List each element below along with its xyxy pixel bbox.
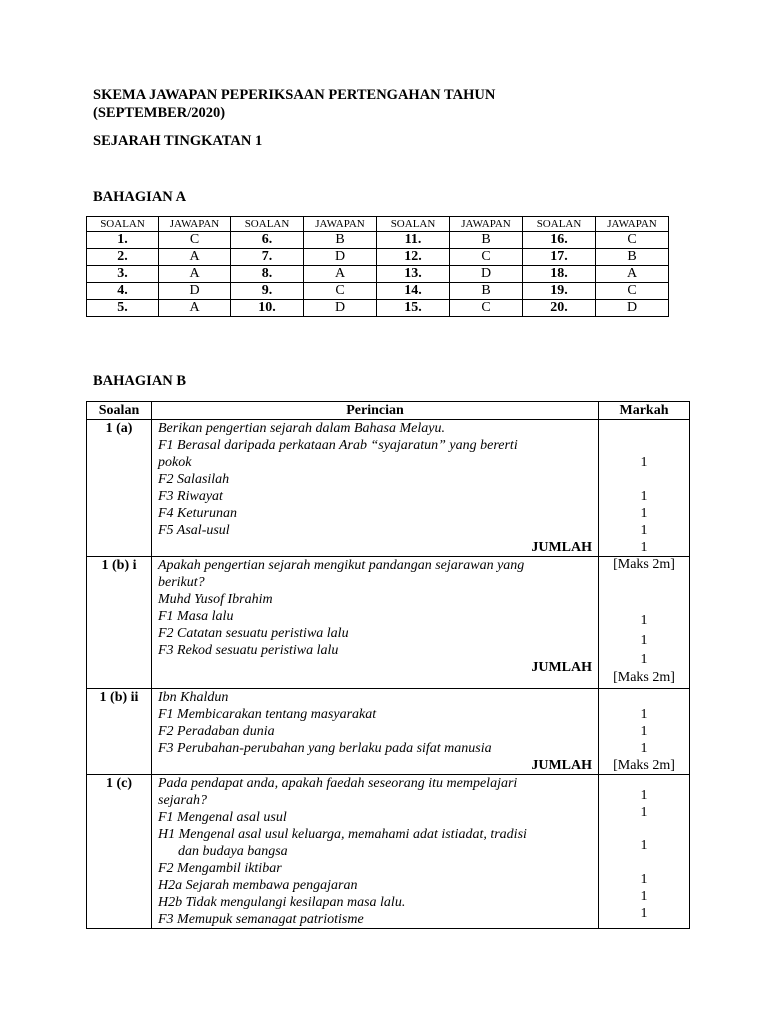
mark-value: 1 [640, 872, 648, 887]
marks-cell [599, 557, 690, 689]
answer-letter: D [304, 300, 377, 317]
col-jawapan-header: JAWAPAN [596, 217, 669, 232]
answer-letter: C [450, 249, 523, 266]
question-number: 6. [231, 232, 304, 249]
answer-point: F3 Riwayat [158, 489, 223, 504]
section-a-answer-table [86, 216, 669, 317]
question-number: 12. [377, 249, 450, 266]
question-text: sejarah? [158, 793, 207, 808]
answer-letter: A [159, 300, 231, 317]
question-number: 19. [523, 283, 596, 300]
question-number: 7. [231, 249, 304, 266]
historian-name: Muhd Yusof Ibrahim [158, 592, 273, 607]
question-number: 2. [87, 249, 159, 266]
answer-point: F2 Catatan sesuatu peristiwa lalu [158, 626, 349, 641]
mark-value: 1 [640, 724, 648, 739]
question-label: 1 (b) ii [87, 689, 152, 775]
max-marks: [Maks 2m] [613, 557, 675, 572]
total-label: JUMLAH [531, 540, 592, 555]
question-number: 4. [87, 283, 159, 300]
col-jawapan-header: JAWAPAN [304, 217, 377, 232]
mark-value: 1 [640, 805, 648, 820]
question-number: 14. [377, 283, 450, 300]
table-row [87, 689, 690, 775]
section-b-header-row [87, 402, 690, 420]
document-title-date: (SEPTEMBER/2020) [93, 105, 226, 121]
question-number: 16. [523, 232, 596, 249]
question-number: 8. [231, 266, 304, 283]
mark-value: 1 [640, 707, 648, 722]
historian-name: Ibn Khaldun [158, 690, 229, 705]
section-a-header-row [87, 217, 669, 232]
answer-letter: D [159, 283, 231, 300]
answer-point: pokok [158, 455, 192, 470]
question-number: 1. [87, 232, 159, 249]
answer-point: F1 Masa lalu [158, 609, 234, 624]
max-marks: [Maks 2m] [613, 758, 675, 773]
section-a-title: BAHAGIAN A [93, 189, 187, 205]
answer-point: F5 Asal-usul [158, 523, 230, 538]
max-marks: [Maks 2m] [613, 670, 675, 685]
answer-letter: B [450, 283, 523, 300]
col-perincian-header: Perincian [152, 402, 599, 420]
document-subject: SEJARAH TINGKATAN 1 [93, 133, 263, 149]
table-row [87, 232, 669, 249]
answer-point: F1 Berasal daripada perkataan Arab “syajaratun” yang bererti [158, 438, 518, 453]
answer-letter: D [304, 249, 377, 266]
table-row [87, 283, 669, 300]
answer-point: F4 Keturunan [158, 506, 237, 521]
question-number: 13. [377, 266, 450, 283]
section-b-title: BAHAGIAN B [93, 373, 187, 389]
question-text: Pada pendapat anda, apakah faedah seseorang itu mempelajari [158, 776, 518, 791]
question-number: 10. [231, 300, 304, 317]
col-markah-header: Markah [599, 402, 690, 420]
col-jawapan-header: JAWAPAN [159, 217, 231, 232]
marks-cell [599, 775, 690, 929]
answer-letter: B [450, 232, 523, 249]
col-soalan-header: Soalan [87, 402, 152, 420]
answer-letter: A [304, 266, 377, 283]
answer-letter: C [596, 232, 669, 249]
section-b-marking-table [86, 401, 690, 929]
answer-point: dan budaya bangsa [178, 844, 288, 859]
marks-cell [599, 689, 690, 775]
question-text: Apakah pengertian sejarah mengikut pandangan sejarawan yang [158, 558, 525, 573]
mark-value: 1 [640, 489, 648, 504]
question-number: 20. [523, 300, 596, 317]
mark-value: 1 [640, 741, 648, 756]
col-soalan-header: SOALAN [87, 217, 159, 232]
answer-letter: B [304, 232, 377, 249]
question-number: 17. [523, 249, 596, 266]
col-soalan-header: SOALAN [377, 217, 450, 232]
answer-point: F1 Mengenal asal usul [158, 810, 287, 825]
question-label: 1 (a) [87, 420, 152, 557]
question-label: 1 (c) [87, 775, 152, 929]
question-details [152, 775, 599, 929]
question-number: 18. [523, 266, 596, 283]
col-soalan-header: SOALAN [523, 217, 596, 232]
question-number: 15. [377, 300, 450, 317]
question-number: 3. [87, 266, 159, 283]
table-row [87, 266, 669, 283]
question-text: Berikan pengertian sejarah dalam Bahasa Melayu. [158, 421, 445, 436]
answer-point: H2b Tidak mengulangi kesilapan masa lalu. [158, 895, 406, 910]
mark-value: 1 [640, 523, 648, 538]
mark-value: 1 [640, 613, 648, 628]
mark-value: 1 [640, 506, 648, 521]
mark-value: 1 [640, 838, 648, 853]
answer-point: F1 Membicarakan tentang masyarakat [158, 707, 377, 722]
answer-letter: D [450, 266, 523, 283]
answer-letter: A [596, 266, 669, 283]
table-row [87, 300, 669, 317]
answer-point: H1 Mengenal asal usul keluarga, memahami adat istiadat, tradisi [158, 827, 527, 842]
document-title: SKEMA JAWAPAN PEPERIKSAAN PERTENGAHAN TAHUN [93, 87, 496, 103]
answer-letter: C [450, 300, 523, 317]
answer-letter: C [304, 283, 377, 300]
question-label: 1 (b) i [87, 557, 152, 689]
table-row [87, 775, 690, 929]
question-details [152, 420, 599, 557]
mark-value: 1 [640, 455, 648, 470]
answer-letter: D [596, 300, 669, 317]
answer-point: F3 Rekod sesuatu peristiwa lalu [158, 643, 339, 658]
question-number: 5. [87, 300, 159, 317]
answer-point: H2a Sejarah membawa pengajaran [158, 878, 358, 893]
mark-value: 1 [640, 540, 648, 555]
question-text: berikut? [158, 575, 205, 590]
question-details [152, 557, 599, 689]
mark-value: 1 [640, 633, 648, 648]
question-number: 9. [231, 283, 304, 300]
answer-letter: C [596, 283, 669, 300]
table-row [87, 420, 690, 557]
answer-letter: A [159, 249, 231, 266]
table-row [87, 557, 690, 689]
answer-point: F3 Memupuk semanagat patriotisme [158, 912, 364, 927]
answer-letter: C [159, 232, 231, 249]
answer-point: F2 Peradaban dunia [158, 724, 275, 739]
answer-point: F2 Salasilah [158, 472, 230, 487]
answer-point: F2 Mengambil iktibar [158, 861, 282, 876]
total-label: JUMLAH [531, 758, 592, 773]
answer-letter: B [596, 249, 669, 266]
question-number: 11. [377, 232, 450, 249]
question-details [152, 689, 599, 775]
answer-letter: A [159, 266, 231, 283]
mark-value: 1 [640, 788, 648, 803]
mark-value: 1 [640, 889, 648, 904]
mark-value: 1 [640, 906, 648, 921]
col-soalan-header: SOALAN [231, 217, 304, 232]
marks-cell [599, 420, 690, 572]
col-jawapan-header: JAWAPAN [450, 217, 523, 232]
mark-value: 1 [640, 652, 648, 667]
total-label: JUMLAH [531, 660, 592, 675]
answer-point: F3 Perubahan-perubahan yang berlaku pada sifat manusia [158, 741, 492, 756]
table-row [87, 249, 669, 266]
